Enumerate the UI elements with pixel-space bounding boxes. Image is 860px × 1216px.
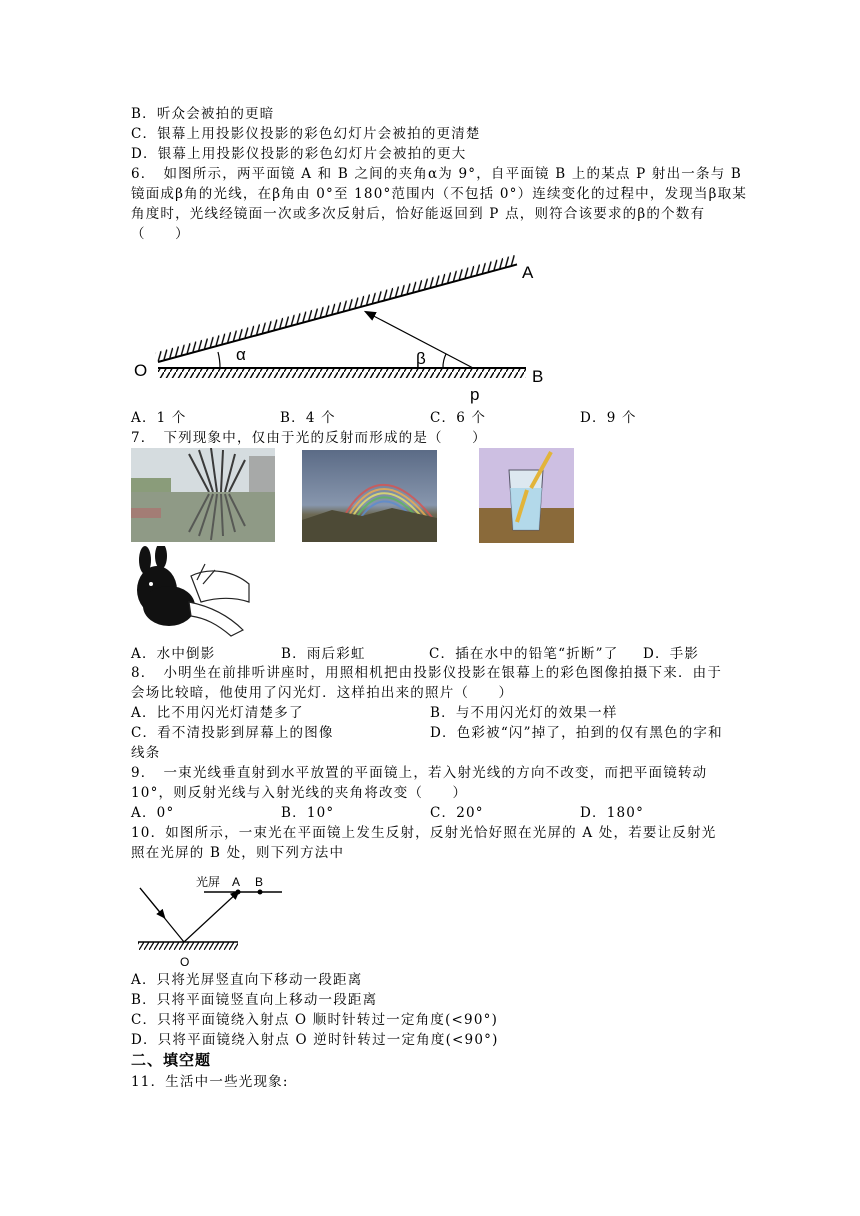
q8-option-d: D．色彩被“闪”掉了，拍到的仅有黑色的字和	[430, 725, 723, 741]
q9-option-a: A．0°	[131, 805, 175, 821]
label-o: O	[134, 361, 148, 380]
q6-option-b: B．4 个	[280, 410, 336, 426]
q6-stem-line3: 角度时，光线经镜面一次或多次反射后，恰好能返回到 P 点，则符合该要求的β的个数有	[131, 206, 706, 222]
q10-stem-line2: 照在光屏的 B 处，则下列方法中	[131, 845, 345, 861]
q9-stem-line1: 9． 一束光线垂直射到水平放置的平面镜上，若入射光线的方向不改变，而把平面镜转动	[131, 765, 708, 781]
q5-option-b: B．听众会被拍的更暗	[131, 106, 275, 122]
q6-stem-line4: （ ）	[131, 226, 190, 242]
plane-mirror	[138, 942, 238, 950]
glass-pencil-icon	[479, 448, 574, 543]
label-a: A	[232, 875, 241, 889]
section-title: 二、填空题	[131, 1051, 212, 1069]
label-a: A	[522, 263, 534, 282]
q10-option-c: C．只将平面镜绕入射点 O 顺时针转过一定角度(<90°)	[131, 1012, 499, 1028]
photo-pencil-in-water	[479, 448, 574, 543]
mirror-b	[158, 368, 526, 378]
q6-option-d: D．9 个	[580, 410, 637, 426]
q8-option-d-cont: 线条	[131, 745, 161, 761]
q8-option-c: C．看不清投影到屏幕上的图像	[131, 725, 334, 741]
q8-stem-line1: 8． 小明坐在前排听讲座时，用照相机把由投影仪投影在银幕上的彩色图像拍摄下来．由于	[131, 665, 723, 681]
q10-option-b: B．只将平面镜竖直向上移动一段距离	[131, 992, 378, 1008]
q5-option-c: C．银幕上用投影仪投影的彩色幻灯片会被拍的更清楚	[131, 126, 481, 142]
q7-option-d: D．手影	[643, 646, 700, 662]
q6-stem-line1: 6． 如图所示，两平面镜 A 和 B 之间的夹角α为 9°，自平面镜 B 上的某点 P 射出一条与 B	[131, 166, 743, 182]
q11-stem: 11．生活中一些光现象:	[131, 1074, 289, 1090]
q9-option-c: C．20°	[430, 805, 484, 821]
rabbit-shadow-icon	[131, 546, 253, 638]
q10-option-d: D．只将平面镜绕入射点 O 逆时针转过一定角度(<90°)	[131, 1032, 499, 1048]
q7-stem: 7． 下列现象中，仅由于光的反射而形成的是（ ）	[131, 430, 487, 446]
label-b: B	[255, 875, 264, 889]
mirror-a	[155, 255, 517, 362]
q9-option-d: D．180°	[580, 805, 645, 821]
q8-option-a: A．比不用闪光灯清楚多了	[131, 705, 304, 721]
rainbow-icon	[302, 450, 437, 542]
q7-option-b: B．雨后彩虹	[281, 646, 366, 662]
q7-option-a: A．水中倒影	[131, 646, 216, 662]
q5-option-d: D．银幕上用投影仪投影的彩色幻灯片会被拍的更大	[131, 146, 467, 162]
q6-stem-line2: 镜面成β角的光线，在β角由 0°至 180°范围内（不包括 0°）连续变化的过程中，发现当β取某	[131, 186, 748, 202]
reflected-ray	[184, 892, 238, 942]
q6-option-a: A．1 个	[131, 410, 187, 426]
label-o: O	[180, 955, 190, 969]
photo-water-reflection	[131, 448, 275, 542]
photo-rainbow	[302, 450, 437, 542]
alpha-arc	[218, 352, 220, 368]
q9-stem-line2: 10°，则反射光线与入射光线的夹角将改变（ ）	[131, 785, 468, 801]
fan-structure-icon	[131, 448, 275, 542]
q6-mirror-diagram	[128, 252, 568, 412]
q8-stem-line2: 会场比较暗，他使用了闪光灯．这样拍出来的照片（ ）	[131, 685, 514, 701]
label-alpha: α	[236, 345, 246, 364]
q10-reflection-diagram	[134, 870, 294, 970]
label-beta: β	[416, 349, 426, 368]
photo-hand-shadow	[131, 546, 253, 638]
q8-option-b: B．与不用闪光灯的效果一样	[430, 705, 618, 721]
label-screen: 光屏	[196, 875, 221, 889]
q6-option-c: C．6 个	[430, 410, 487, 426]
beta-arc	[443, 354, 446, 368]
q9-option-b: B．10°	[281, 805, 335, 821]
q10-stem-line1: 10．如图所示，一束光在平面镜上发生反射，反射光恰好照在光屏的 A 处，若要让反射光	[131, 825, 717, 841]
q7-option-c: C．插在水中的铅笔“折断”了	[429, 646, 619, 662]
point-b	[258, 890, 263, 895]
label-p: p	[470, 385, 480, 404]
label-b: B	[532, 367, 544, 386]
q10-option-a: A．只将光屏竖直向下移动一段距离	[131, 972, 363, 988]
